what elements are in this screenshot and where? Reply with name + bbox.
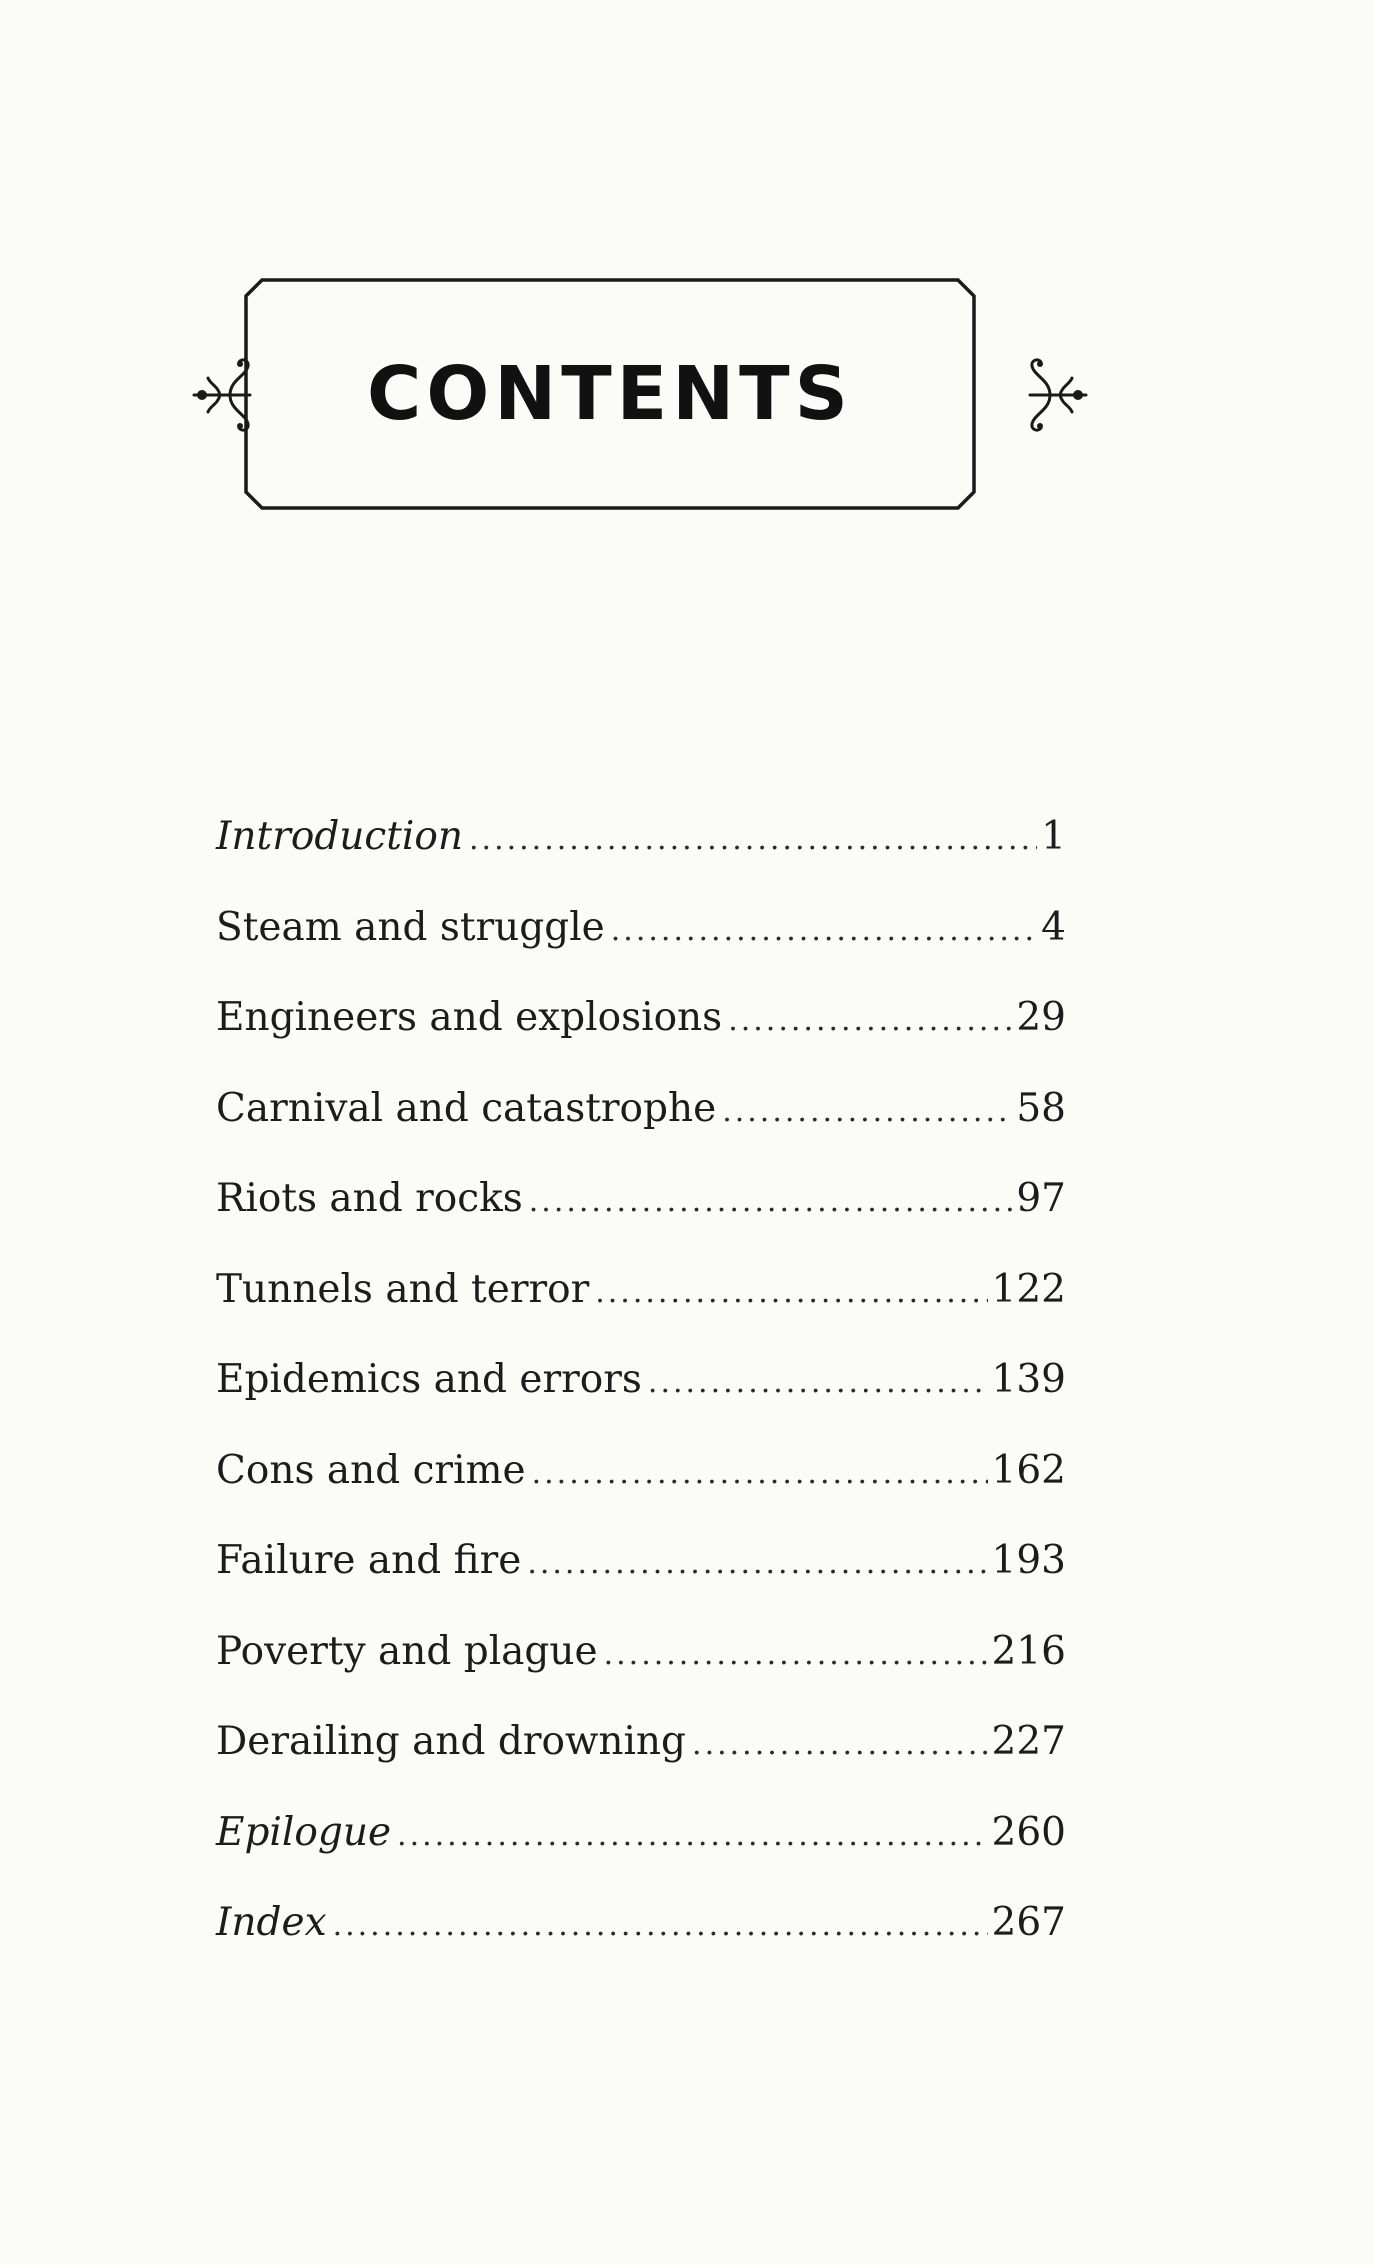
toc-entry[interactable] [216,1426,1066,1517]
toc-entry-page-number: 267 [991,1900,1066,1945]
toc-entry-title: Cons and crime [216,1447,526,1493]
toc-entry[interactable] [216,792,1066,883]
toc-entry-page-number: 139 [991,1357,1066,1402]
dot-leader [527,1519,987,1609]
toc-entry-title: Failure and fire [216,1538,522,1583]
toc-entry-page-number: 122 [991,1266,1066,1312]
toc-entry-title: Derailing and drowning [216,1719,687,1764]
toc-entry-page-number: 29 [1016,995,1066,1040]
toc-entry-page-number: 4 [1041,904,1066,950]
toc-entry-title: Poverty and plague [216,1628,598,1674]
toc-entry-page-number: 97 [1016,1176,1066,1221]
toc-entry[interactable] [216,1245,1066,1336]
toc-entry[interactable] [216,1064,1066,1155]
table-of-contents [216,792,1066,1969]
fleuron-icon [1018,352,1090,438]
title-plaque [190,278,1030,510]
toc-entry-title: Steam and struggle [216,904,605,950]
toc-entry-title: Tunnels and terror [216,1266,590,1312]
toc-entry[interactable] [216,1788,1066,1879]
toc-entry[interactable] [216,1335,1066,1426]
dot-leader [397,1791,988,1881]
toc-entry[interactable] [216,1878,1066,1969]
dot-leader [604,1610,988,1700]
toc-entry-page-number: 162 [991,1447,1066,1493]
dot-leader [595,1248,987,1338]
dot-leader [532,1429,988,1519]
dot-leader [529,1157,1013,1247]
dot-leader [611,886,1037,976]
toc-entry-title: Introduction [216,814,463,859]
toc-entry-page-number: 1 [1041,814,1066,859]
toc-entry-title: Epidemics and errors [216,1357,642,1402]
dot-leader [728,976,1012,1066]
toc-entry[interactable] [216,1154,1066,1245]
toc-entry[interactable] [216,1697,1066,1788]
toc-entry-title: Carnival and catastrophe [216,1085,717,1131]
toc-entry-page-number: 193 [991,1538,1066,1583]
toc-entry-page-number: 227 [991,1719,1066,1764]
toc-entry[interactable] [216,1516,1066,1607]
dot-leader [469,795,1037,885]
toc-entry-title: Epilogue [216,1809,392,1855]
dot-leader [722,1067,1012,1157]
toc-entry[interactable] [216,883,1066,974]
page-title: CONTENTS [367,351,853,437]
dot-leader [692,1700,988,1790]
dot-leader [648,1338,988,1428]
toc-entry[interactable] [216,1607,1066,1698]
toc-entry-title: Engineers and explosions [216,995,723,1040]
toc-entry-page-number: 58 [1016,1085,1066,1131]
toc-entry-title: Index [216,1900,327,1945]
dot-leader [333,1881,988,1971]
toc-entry-page-number: 260 [991,1809,1066,1855]
toc-entry[interactable] [216,973,1066,1064]
toc-entry-title: Riots and rocks [216,1176,523,1221]
toc-entry-page-number: 216 [991,1628,1066,1674]
